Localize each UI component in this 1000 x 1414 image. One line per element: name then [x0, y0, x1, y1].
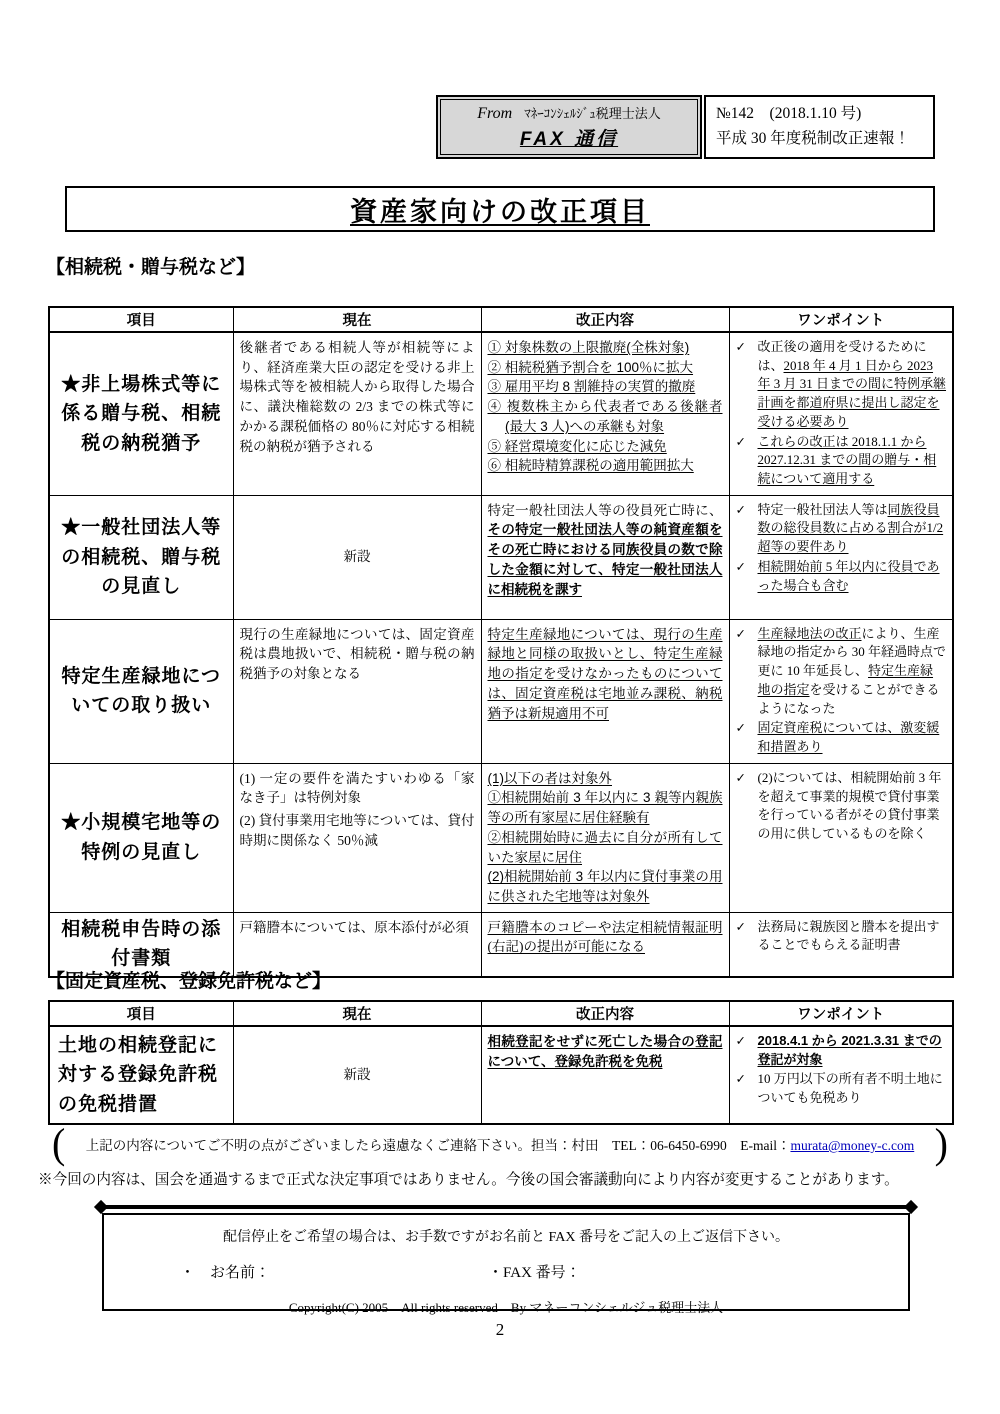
close-paren: )	[934, 1119, 948, 1168]
revision-line: ③ 雇用平均 8 割維持の実質的撤廃	[487, 379, 696, 395]
row3-onepoint-cell	[729, 619, 953, 763]
contact-text	[65, 1134, 934, 1154]
onepoint-item	[736, 501, 947, 557]
issue-subtitle: 平成 30 年度税制改正速報！	[716, 129, 910, 147]
col-header-current: 現在	[233, 307, 481, 332]
col-header-revision: 改正内容	[481, 1001, 729, 1026]
onepoint-text	[758, 625, 947, 719]
row4-revision-cell	[481, 763, 729, 912]
section-heading-property-registration-tax: 【固定資産税、登録免許税など】	[46, 971, 332, 992]
t2-row1-current-cell: 新設	[233, 1026, 481, 1124]
unsubscribe-box	[102, 1213, 910, 1315]
t2-row1-onepoint-cell	[729, 1026, 953, 1124]
row5-revision-cell	[481, 912, 729, 976]
contact-email-link[interactable]: murata@money-c.com	[790, 1138, 915, 1153]
current-line: (2) 貸付事業用宅地等については、貸付時期に関係なく 50％減	[239, 813, 475, 848]
onepoint-item	[736, 918, 947, 955]
check-icon: ✓	[735, 625, 746, 641]
row5-item-cell: 相続税申告時の添付書類	[49, 912, 233, 976]
page-number: 2	[495, 1320, 505, 1339]
revision-line: ⑥ 相続時精算課税の適用範囲拡大	[487, 458, 694, 474]
fax-number-field-label[interactable]: ・FAX 番号：	[488, 1265, 581, 1281]
row1-item-cell: ★非上場株式等に係る贈与税、相続税の納税猶予	[49, 332, 233, 495]
underlined-segment: 相続開始前 5 年以内に役員であった場合も含む	[757, 558, 940, 593]
text-segment: により、生産緑地の指定から 30 年経過時点で更に 10 年延長し、	[757, 625, 947, 679]
text-segment: 特定一般社団法人等の役員死亡時に、	[487, 502, 723, 518]
section-heading-inheritance-gift-tax: 【相続税・贈与税など】	[46, 257, 256, 278]
check-icon: ✓	[735, 769, 746, 785]
row1-current-cell: 後継者である相続人等が相続等により、経済産業大臣の認定を受ける非上場株式等を被相続人から取得した場合に、議決権総数の 2/3 までの株式等にかかる課税価格の 80％に対応する相続税の納税が猶予される	[233, 332, 481, 495]
row4-item-cell: ★小規模宅地等の特例の見直し	[49, 763, 233, 912]
inheritance-tax-table	[48, 306, 954, 978]
name-field-label[interactable]: ・ お名前：	[180, 1265, 271, 1281]
check-icon: ✓	[735, 918, 746, 934]
col-header-onepoint: ワンポイント	[729, 307, 953, 332]
onepoint-item	[736, 1032, 947, 1069]
revision-line: ②相続開始時に過去に自分が所有していた家屋に居住	[487, 829, 723, 865]
underlined-segment: 生産緑地法の改正	[757, 625, 862, 641]
t2-row1-revision-cell	[481, 1026, 729, 1124]
unsubscribe-fields	[104, 1261, 908, 1282]
bold-underlined-segment: その特定一般社団法人等の純資産額をその死亡時における同族役員の数で除した金額に対して、特定一般社団法人に相続税を課す	[487, 522, 723, 597]
check-icon: ✓	[735, 720, 746, 736]
row3-item-cell: 特定生産緑地についての取り扱い	[49, 619, 233, 763]
issue-info-box	[704, 95, 935, 159]
row2-item-cell: ★一般社団法人等の相続税、贈与税の見直し	[49, 495, 233, 619]
text-segment: を受けることができるようになった	[757, 681, 940, 716]
onepoint-item	[736, 1070, 947, 1107]
table-row	[49, 763, 953, 912]
underlined-segment: 戸籍謄本のコピーや法定相続情報証明(右記)の提出が可能になる	[487, 919, 723, 955]
onepoint-text: (2)については、相続開始前 3 年を超えて事業的規模で貸付事業を行っている者がその貸付事業の用に供しているものを除く	[757, 769, 942, 841]
check-icon: ✓	[735, 339, 746, 354]
page-title: 資産家向けの改正項目	[350, 196, 650, 227]
col-header-current: 現在	[233, 1001, 481, 1026]
row1-revision-cell	[481, 332, 729, 495]
onepoint-text	[758, 433, 947, 489]
revision-line: (1)以下の者は対象外	[487, 770, 612, 786]
onepoint-item	[736, 625, 947, 719]
revision-line: (2)相続開始前 3 年以内に貸付事業の用に供された宅地等は対象外	[487, 869, 723, 904]
onepoint-text	[758, 1032, 947, 1069]
fax-header-sender-inner	[440, 99, 698, 155]
table-header-row	[49, 307, 953, 332]
onepoint-item	[736, 433, 947, 489]
unsubscribe-instruction: 配信停止をご希望の場合は、お手数ですがお名前と FAX 番号をご記入の上ご返信下さい。	[223, 1230, 789, 1245]
table-row	[49, 495, 953, 619]
underlined-segment: 同族役員数の総役員数に占める割合が1/2 超等の要件あり	[757, 501, 944, 555]
row5-onepoint-cell	[729, 912, 953, 976]
onepoint-item	[736, 558, 947, 595]
onepoint-text	[758, 338, 947, 432]
row2-current-cell: 新設	[233, 495, 481, 619]
underlined-segment: これらの改正は 2018.1.1 から 2027.12.31 までの間の贈与・相続について適用する	[757, 433, 937, 487]
revision-line: ④ 複数株主から代表者である後継者(最大 3 人)への承継も対象	[487, 399, 723, 434]
underlined-segment: 2018 年 4 月 1 日から 2023 年 3 月 31 日までの間に特例承継計画を都道府県に提出し認定を受ける必要あり	[757, 357, 947, 429]
revision-line: ② 相続税猶予割合を 100％に拡大	[487, 359, 694, 375]
contact-line	[52, 1119, 948, 1168]
check-icon: ✓	[735, 558, 746, 574]
underlined-segment: 特定生産緑地の指定	[757, 663, 934, 697]
sender-company: ﾏﾈｰｺﾝｼｪﾙｼﾞｭ税理士法人	[524, 106, 661, 121]
text-segment: 特定一般社団法人等は	[757, 501, 888, 517]
bold-underlined-segment: 相続登記をせずに死亡した場合の登記について、登録免許税を免税	[487, 1034, 723, 1069]
check-icon: ✓	[735, 1071, 746, 1087]
row2-onepoint-cell	[729, 495, 953, 619]
onepoint-item	[736, 338, 947, 432]
check-icon: ✓	[735, 433, 746, 449]
onepoint-item	[736, 719, 947, 756]
from-line	[441, 103, 697, 123]
row4-current-cell	[233, 763, 481, 912]
row3-current-cell: 現行の生産緑地については、固定資産税は農地扱いで、相続税・贈与税の納税猶予の対象となる	[233, 619, 481, 763]
row4-onepoint-cell	[729, 763, 953, 912]
onepoint-text: 法務局に親族図と謄本を提出することでもらえる証明書	[757, 918, 940, 953]
text-segment: 上記の内容についてご不明の点がございましたら遠慮なくご連絡下さい。担当：村田 TEL：06-6450-6990 E-mail：	[85, 1138, 791, 1153]
text-segment: 改正後の適用を受けるためには、	[757, 339, 927, 373]
check-icon: ✓	[735, 501, 746, 517]
onepoint-text	[758, 501, 947, 557]
bold-underlined-segment: 2018.4.1 から 2021.3.31 までの登記が対象	[757, 1033, 942, 1067]
col-header-onepoint: ワンポイント	[729, 1001, 953, 1026]
current-line: (1) 一定の要件を満たすいわゆる「家なき子」は特例対象	[239, 770, 475, 806]
onepoint-text	[758, 558, 947, 595]
fax-newsletter-title: FAX 通信	[519, 129, 619, 150]
revision-line: ① 対象株数の上限撤廃(全株対象)	[487, 340, 690, 355]
row2-revision-cell	[481, 495, 729, 619]
fax-header-sender-box	[436, 95, 702, 159]
diamond-divider-line	[100, 1205, 912, 1209]
col-header-item: 項目	[49, 1001, 233, 1026]
document-title-box	[65, 186, 935, 232]
registration-tax-table	[48, 1000, 954, 1125]
row1-onepoint-cell	[729, 332, 953, 495]
t2-row1-item-cell: 土地の相続登記に対する登録免許税の免税措置	[49, 1026, 233, 1124]
col-header-item: 項目	[49, 307, 233, 332]
row5-current-cell: 戸籍謄本については、原本添付が必須	[233, 912, 481, 976]
table-row	[49, 1026, 953, 1124]
col-header-revision: 改正内容	[481, 307, 729, 332]
from-label: From	[477, 105, 513, 122]
underlined-segment: 特定生産緑地については、現行の生産緑地と同様の取扱いとし、特定生産緑地の指定を受けなかったものについては、固定資産税は宅地並み課税、納税猶予は新規適用不可	[487, 626, 723, 721]
copyright-line: Copyright(C) 2005 All rights reserved By マネーコンシェルジュ税理士法人	[288, 1300, 724, 1315]
onepoint-item	[736, 769, 947, 844]
revision-line: ⑤ 経営環境変化に応じた減免	[487, 438, 667, 454]
open-paren: (	[52, 1119, 66, 1168]
onepoint-text	[758, 719, 947, 756]
revision-line: ①相続開始前 3 年以内に 3 親等内親族等の所有家屋に居住経験有	[487, 790, 723, 826]
check-icon: ✓	[735, 1033, 746, 1048]
table-header-row	[49, 1001, 953, 1026]
disclaimer-note: ※今回の内容は、国会を通過するまで正式な決定事項ではありません。今後の国会審議動向により内容が変更することがあります。	[38, 1172, 899, 1188]
table-row	[49, 332, 953, 495]
onepoint-text: 10 万円以下の所有者不明土地についても免税あり	[757, 1071, 943, 1106]
underlined-segment: 固定資産税については、激変緩和措置あり	[757, 720, 940, 755]
row3-revision-cell	[481, 619, 729, 763]
table-row	[49, 619, 953, 763]
issue-number: №142 (2018.1.10 号)	[716, 105, 862, 122]
